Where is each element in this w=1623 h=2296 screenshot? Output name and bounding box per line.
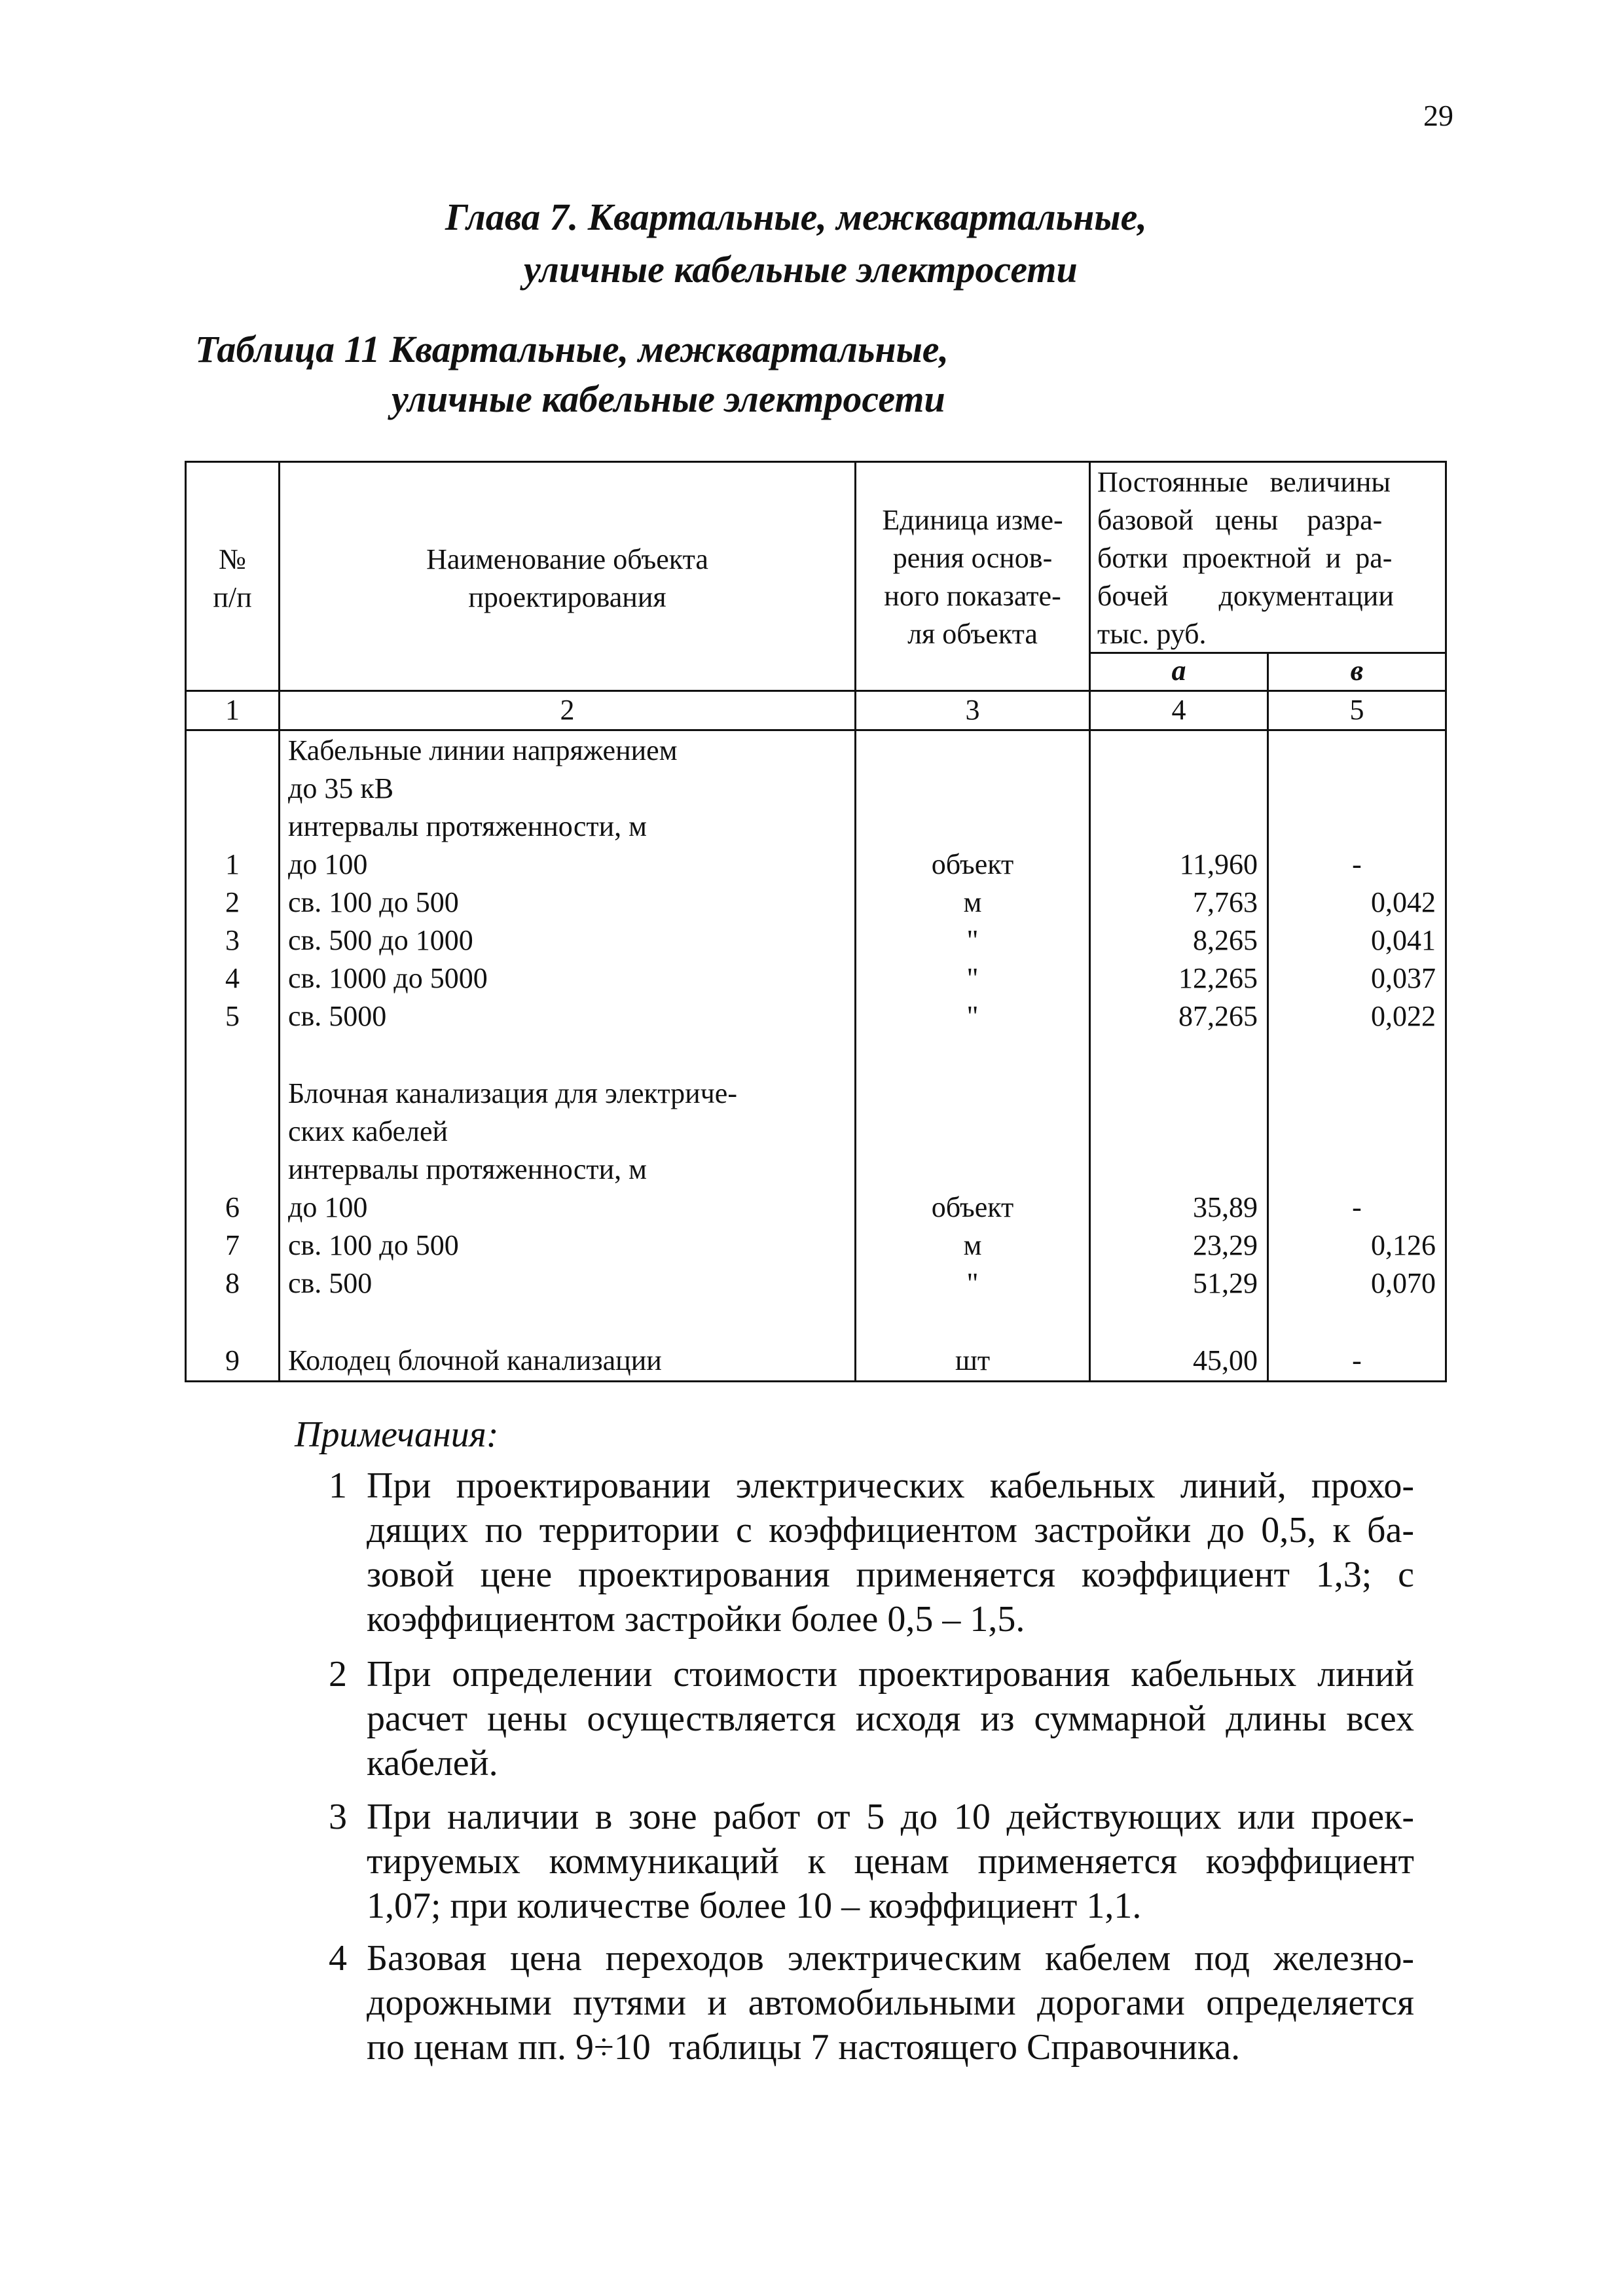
col-number-4: 4 [1171, 694, 1186, 726]
row-number: 8 [225, 1267, 240, 1299]
note-line: При проектировании электрических кабельных линий, прохо- [367, 1465, 1414, 1506]
row-number: 5 [225, 1000, 240, 1032]
row-unit: " [966, 1000, 979, 1032]
note-line: При наличии в зоне работ от 5 до 10 действующих или проек- [367, 1797, 1414, 1837]
row-value-a: 7,763 [1193, 886, 1258, 918]
table-border-right [1445, 461, 1447, 1382]
header-name-line-1: Наименование объекта [426, 543, 708, 575]
note-line: дорожными путями и автомобильными дорогами определяется [367, 1982, 1414, 2023]
row-number: 2 [225, 886, 240, 918]
header-price-line-4: бочей документации [1097, 580, 1394, 612]
page-number: 29 [1423, 99, 1453, 132]
row-unit: объект [931, 848, 1014, 880]
note-line: тируемых коммуникаций к ценам применяется коэффициент [367, 1841, 1414, 1882]
section-1-title [288, 732, 851, 846]
row-unit: м [963, 886, 982, 918]
col-number-5: 5 [1349, 694, 1364, 726]
header-name-line-2: проектирования [468, 581, 666, 613]
row-name: св. 100 до 500 [288, 886, 459, 918]
row-value-a: 35,89 [1193, 1191, 1258, 1223]
note-number: 2 [329, 1654, 347, 1695]
row-number: 3 [225, 924, 240, 956]
row-number: 7 [225, 1229, 240, 1261]
row-unit: м [963, 1229, 982, 1261]
row-number: 6 [225, 1191, 240, 1223]
row-value-b: 0,041 [1371, 924, 1436, 956]
section-1-title-line-1: Кабельные линии напряжением [288, 734, 678, 766]
header-a: а [1171, 655, 1186, 687]
section-2-title [288, 1075, 851, 1189]
header-price-line-3: ботки проектной и ра- [1097, 542, 1393, 574]
row-value-b: 0,070 [1371, 1267, 1436, 1299]
table-border-top [185, 461, 1447, 463]
table-border-colnum-bottom [185, 729, 1447, 731]
col-number-3: 3 [965, 694, 980, 726]
row-name: св. 100 до 500 [288, 1229, 459, 1261]
header-unit-line-4: ля объекта [907, 618, 1038, 650]
row-number: 9 [225, 1344, 240, 1376]
col-number-2: 2 [560, 694, 575, 726]
row-unit: объект [931, 1191, 1014, 1223]
row-value-a: 11,960 [1179, 848, 1258, 880]
row-name: до 100 [288, 848, 368, 880]
note-text [367, 1652, 1414, 1785]
header-price [1097, 463, 1438, 653]
section-2-title-line-1: Блочная канализация для электриче- [288, 1077, 737, 1109]
note-line: зовой цене проектирования применяется коэффициент 1,3; с [367, 1554, 1414, 1595]
note-line: дящих по территории с коэффициентом застройки до 0,5, к ба- [367, 1510, 1414, 1551]
row-unit: " [966, 924, 979, 956]
chapter-heading-line-1: Глава 7. Квартальные, межквартальные, [445, 196, 1147, 238]
header-name [280, 541, 854, 617]
notes-title: Примечания: [295, 1414, 499, 1455]
row-value-a: 23,29 [1193, 1229, 1258, 1261]
header-num-line-1: № [219, 543, 246, 575]
row-value-b: - [1352, 848, 1362, 880]
note-line: по ценам пп. 9÷10 таблицы 7 настоящего Справочника. [367, 2027, 1241, 2068]
row-name: св. 500 до 1000 [288, 924, 473, 956]
row-unit: шт [955, 1344, 991, 1376]
row-number: 1 [225, 848, 240, 880]
row-value-a: 87,265 [1178, 1000, 1258, 1032]
table-title-line-1: Таблица 11 Квартальные, межквартальные, [195, 328, 949, 370]
row-value-b: 0,042 [1371, 886, 1436, 918]
row-value-a: 8,265 [1193, 924, 1258, 956]
row-name: св. 500 [288, 1267, 373, 1299]
header-num [187, 541, 278, 617]
row-value-b: - [1352, 1344, 1362, 1376]
row-name: св. 1000 до 5000 [288, 962, 488, 994]
section-1-title-line-3: интервалы протяженности, м [288, 810, 647, 842]
row-name: св. 5000 [288, 1000, 387, 1032]
section-1-title-line-2: до 35 кВ [288, 772, 394, 804]
note-line: расчет цены осуществляется исходя из суммарной длины всех [367, 1698, 1414, 1739]
row-value-a: 51,29 [1193, 1267, 1258, 1299]
header-price-line-2: базовой цены разра- [1097, 504, 1383, 536]
header-num-line-2: п/п [213, 581, 252, 613]
row-value-b: 0,037 [1371, 962, 1436, 994]
row-name: до 100 [288, 1191, 368, 1223]
header-unit-line-2: рения основ- [892, 542, 1053, 574]
note-line: Базовая цена переходов электрическим кабелем под железно- [367, 1938, 1414, 1979]
section-2-title-line-3: интервалы протяженности, м [288, 1153, 647, 1185]
table-border-bottom [185, 1380, 1447, 1382]
row-unit: " [966, 1267, 979, 1299]
header-unit-line-3: ного показате- [884, 580, 1061, 612]
note-line: коэффициентом застройки более 0,5 – 1,5. [367, 1599, 1025, 1640]
col-number-1: 1 [225, 694, 240, 726]
chapter-heading-line-2: уличные кабельные электросети [524, 248, 1078, 291]
row-value-a: 12,265 [1178, 962, 1258, 994]
row-value-b: 0,126 [1371, 1229, 1436, 1261]
note-text [367, 1936, 1414, 2070]
header-price-line-5: тыс. руб. [1097, 618, 1207, 650]
note-number: 3 [329, 1797, 347, 1837]
row-value-b: - [1352, 1191, 1362, 1223]
header-unit [856, 501, 1089, 653]
note-number: 1 [329, 1465, 347, 1506]
header-price-line-1: Постоянные величины [1097, 466, 1391, 498]
note-line: 1,07; при количестве более 10 – коэффициент 1,1. [367, 1886, 1142, 1926]
table-title-line-2: уличные кабельные электросети [392, 378, 945, 420]
row-number: 4 [225, 962, 240, 994]
note-number: 4 [329, 1938, 347, 1979]
row-name: Колодец блочной канализации [288, 1344, 662, 1376]
note-text [367, 1795, 1414, 1928]
note-line: кабелей. [367, 1743, 498, 1784]
note-text [367, 1463, 1414, 1641]
row-value-b: 0,022 [1371, 1000, 1436, 1032]
header-unit-line-1: Единица изме- [882, 504, 1063, 536]
row-value-a: 45,00 [1193, 1344, 1258, 1376]
row-unit: " [966, 962, 979, 994]
note-line: При определении стоимости проектирования кабельных линий [367, 1654, 1414, 1695]
header-b: в [1350, 655, 1364, 687]
section-2-title-line-2: ских кабелей [288, 1115, 448, 1147]
